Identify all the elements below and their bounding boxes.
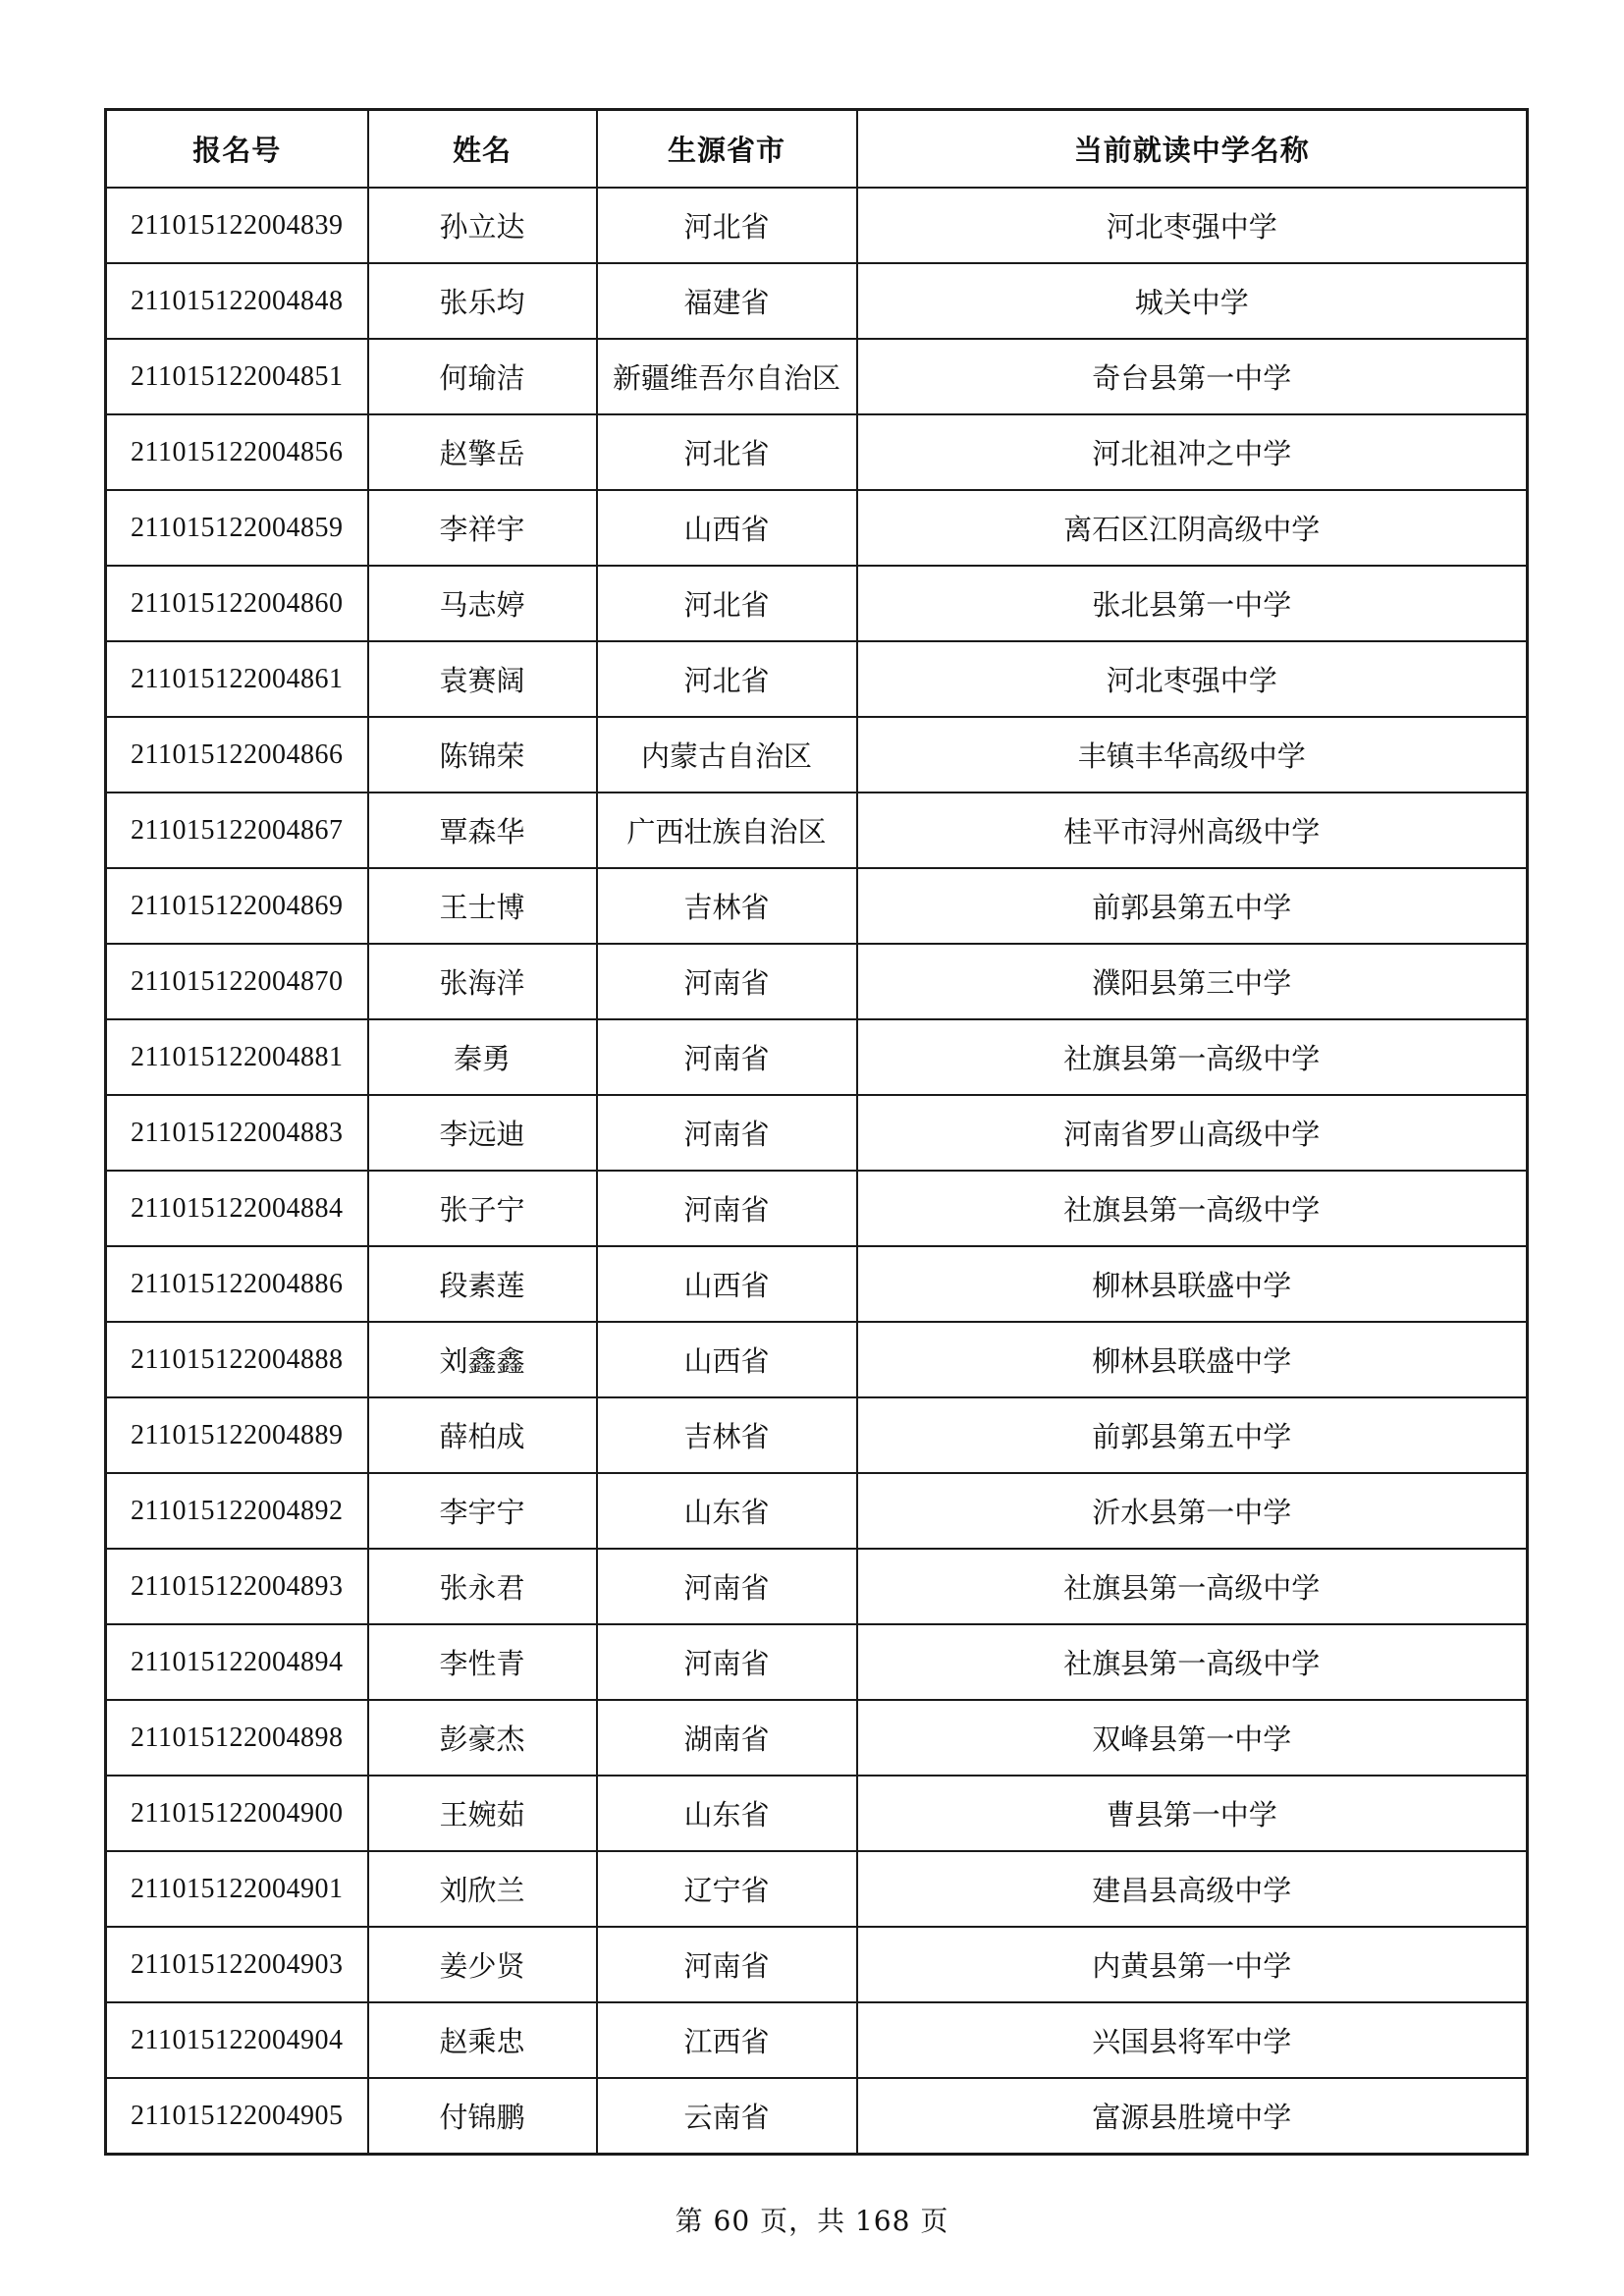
table-row — [106, 641, 1528, 717]
table-row — [106, 1776, 1528, 1851]
school-cell: 河北枣强中学 — [857, 188, 1528, 263]
registration-number-cell: 211015122004851 — [106, 339, 368, 414]
registration-number-cell: 211015122004901 — [106, 1851, 368, 1927]
province-cell: 江西省 — [597, 2002, 857, 2078]
province-cell: 河南省 — [597, 1624, 857, 1700]
name-cell: 张永君 — [368, 1549, 597, 1624]
registration-number-cell: 211015122004889 — [106, 1397, 368, 1473]
header-registration-number: 报名号 — [106, 110, 368, 189]
name-cell: 袁赛阔 — [368, 641, 597, 717]
registration-number-cell: 211015122004898 — [106, 1700, 368, 1776]
name-cell: 李性青 — [368, 1624, 597, 1700]
name-cell: 刘鑫鑫 — [368, 1322, 597, 1397]
table-row — [106, 339, 1528, 414]
province-cell: 河南省 — [597, 1171, 857, 1246]
table-row — [106, 1927, 1528, 2002]
table-row — [106, 490, 1528, 566]
province-cell: 山东省 — [597, 1473, 857, 1549]
name-cell: 张子宁 — [368, 1171, 597, 1246]
name-cell: 薛柏成 — [368, 1397, 597, 1473]
province-cell: 河北省 — [597, 188, 857, 263]
name-cell: 李远迪 — [368, 1095, 597, 1171]
name-cell: 付锦鹏 — [368, 2078, 597, 2155]
name-cell: 马志婷 — [368, 566, 597, 641]
school-cell: 社旗县第一高级中学 — [857, 1171, 1528, 1246]
registration-number-cell: 211015122004884 — [106, 1171, 368, 1246]
table-row — [106, 944, 1528, 1019]
province-cell: 吉林省 — [597, 1397, 857, 1473]
school-cell: 社旗县第一高级中学 — [857, 1549, 1528, 1624]
school-cell: 桂平市浔州高级中学 — [857, 793, 1528, 868]
table-row — [106, 793, 1528, 868]
province-cell: 福建省 — [597, 263, 857, 339]
registration-number-cell: 211015122004866 — [106, 717, 368, 793]
school-cell: 河南省罗山高级中学 — [857, 1095, 1528, 1171]
province-cell: 河南省 — [597, 1927, 857, 2002]
name-cell: 覃森华 — [368, 793, 597, 868]
name-cell: 张乐均 — [368, 263, 597, 339]
table-row — [106, 868, 1528, 944]
table-row — [106, 263, 1528, 339]
name-cell: 张海洋 — [368, 944, 597, 1019]
school-cell: 内黄县第一中学 — [857, 1927, 1528, 2002]
school-cell: 沂水县第一中学 — [857, 1473, 1528, 1549]
registration-number-cell: 211015122004859 — [106, 490, 368, 566]
registration-number-cell: 211015122004867 — [106, 793, 368, 868]
school-cell: 河北枣强中学 — [857, 641, 1528, 717]
school-cell: 城关中学 — [857, 263, 1528, 339]
province-cell: 河南省 — [597, 944, 857, 1019]
table-row — [106, 188, 1528, 263]
school-cell: 前郭县第五中学 — [857, 1397, 1528, 1473]
table-row — [106, 1549, 1528, 1624]
province-cell: 广西壮族自治区 — [597, 793, 857, 868]
school-cell: 柳林县联盛中学 — [857, 1322, 1528, 1397]
header-row — [106, 110, 1528, 189]
school-cell: 建昌县高级中学 — [857, 1851, 1528, 1927]
province-cell: 新疆维吾尔自治区 — [597, 339, 857, 414]
registration-number-cell: 211015122004893 — [106, 1549, 368, 1624]
registration-number-cell: 211015122004860 — [106, 566, 368, 641]
province-cell: 河北省 — [597, 414, 857, 490]
school-cell: 曹县第一中学 — [857, 1776, 1528, 1851]
name-cell: 刘欣兰 — [368, 1851, 597, 1927]
table-row — [106, 1851, 1528, 1927]
school-cell: 离石区江阴高级中学 — [857, 490, 1528, 566]
header-province: 生源省市 — [597, 110, 857, 189]
table-row — [106, 566, 1528, 641]
registration-number-cell: 211015122004894 — [106, 1624, 368, 1700]
table-row — [106, 1624, 1528, 1700]
province-cell: 山西省 — [597, 1322, 857, 1397]
province-cell: 内蒙古自治区 — [597, 717, 857, 793]
header-name: 姓名 — [368, 110, 597, 189]
name-cell: 赵乘忠 — [368, 2002, 597, 2078]
province-cell: 辽宁省 — [597, 1851, 857, 1927]
school-cell: 河北祖冲之中学 — [857, 414, 1528, 490]
name-cell: 何瑜洁 — [368, 339, 597, 414]
name-cell: 赵擎岳 — [368, 414, 597, 490]
table-row — [106, 2078, 1528, 2155]
registration-number-cell: 211015122004888 — [106, 1322, 368, 1397]
table-row — [106, 1473, 1528, 1549]
school-cell: 社旗县第一高级中学 — [857, 1624, 1528, 1700]
table-row — [106, 1397, 1528, 1473]
province-cell: 山东省 — [597, 1776, 857, 1851]
name-cell: 李祥宇 — [368, 490, 597, 566]
table-body — [106, 188, 1528, 2155]
registration-number-cell: 211015122004900 — [106, 1776, 368, 1851]
registration-number-cell: 211015122004892 — [106, 1473, 368, 1549]
table-row — [106, 1171, 1528, 1246]
table-row — [106, 2002, 1528, 2078]
province-cell: 河北省 — [597, 566, 857, 641]
province-cell: 山西省 — [597, 1246, 857, 1322]
province-cell: 河南省 — [597, 1095, 857, 1171]
name-cell: 王士博 — [368, 868, 597, 944]
table-row — [106, 1095, 1528, 1171]
registration-number-cell: 211015122004870 — [106, 944, 368, 1019]
school-cell: 双峰县第一中学 — [857, 1700, 1528, 1776]
province-cell: 山西省 — [597, 490, 857, 566]
registration-number-cell: 211015122004869 — [106, 868, 368, 944]
province-cell: 河北省 — [597, 641, 857, 717]
registration-number-cell: 211015122004839 — [106, 188, 368, 263]
school-cell: 丰镇丰华高级中学 — [857, 717, 1528, 793]
province-cell: 吉林省 — [597, 868, 857, 944]
name-cell: 彭豪杰 — [368, 1700, 597, 1776]
province-cell: 河南省 — [597, 1549, 857, 1624]
school-cell: 张北县第一中学 — [857, 566, 1528, 641]
table-row — [106, 1246, 1528, 1322]
name-cell: 陈锦荣 — [368, 717, 597, 793]
name-cell: 王婉茹 — [368, 1776, 597, 1851]
table-header — [106, 110, 1528, 189]
table-row — [106, 414, 1528, 490]
registration-number-cell: 211015122004903 — [106, 1927, 368, 2002]
name-cell: 段素莲 — [368, 1246, 597, 1322]
table-row — [106, 1019, 1528, 1095]
school-cell: 柳林县联盛中学 — [857, 1246, 1528, 1322]
name-cell: 孙立达 — [368, 188, 597, 263]
registration-number-cell: 211015122004881 — [106, 1019, 368, 1095]
registration-number-cell: 211015122004861 — [106, 641, 368, 717]
school-cell: 奇台县第一中学 — [857, 339, 1528, 414]
table-row — [106, 1700, 1528, 1776]
page-number: 第 60 页，共 168 页 — [675, 2205, 949, 2237]
school-cell: 濮阳县第三中学 — [857, 944, 1528, 1019]
province-cell: 云南省 — [597, 2078, 857, 2155]
table-row — [106, 1322, 1528, 1397]
registration-number-cell: 211015122004905 — [106, 2078, 368, 2155]
registration-number-cell: 211015122004856 — [106, 414, 368, 490]
name-cell: 姜少贤 — [368, 1927, 597, 2002]
registration-number-cell: 211015122004848 — [106, 263, 368, 339]
school-cell: 社旗县第一高级中学 — [857, 1019, 1528, 1095]
school-cell: 富源县胜境中学 — [857, 2078, 1528, 2155]
province-cell: 湖南省 — [597, 1700, 857, 1776]
school-cell: 前郭县第五中学 — [857, 868, 1528, 944]
name-cell: 秦勇 — [368, 1019, 597, 1095]
registration-number-cell: 211015122004886 — [106, 1246, 368, 1322]
name-cell: 李宇宁 — [368, 1473, 597, 1549]
registration-number-cell: 211015122004904 — [106, 2002, 368, 2078]
roster-table — [104, 108, 1529, 2156]
header-school: 当前就读中学名称 — [857, 110, 1528, 189]
school-cell: 兴国县将军中学 — [857, 2002, 1528, 2078]
table-row — [106, 717, 1528, 793]
registration-number-cell: 211015122004883 — [106, 1095, 368, 1171]
province-cell: 河南省 — [597, 1019, 857, 1095]
